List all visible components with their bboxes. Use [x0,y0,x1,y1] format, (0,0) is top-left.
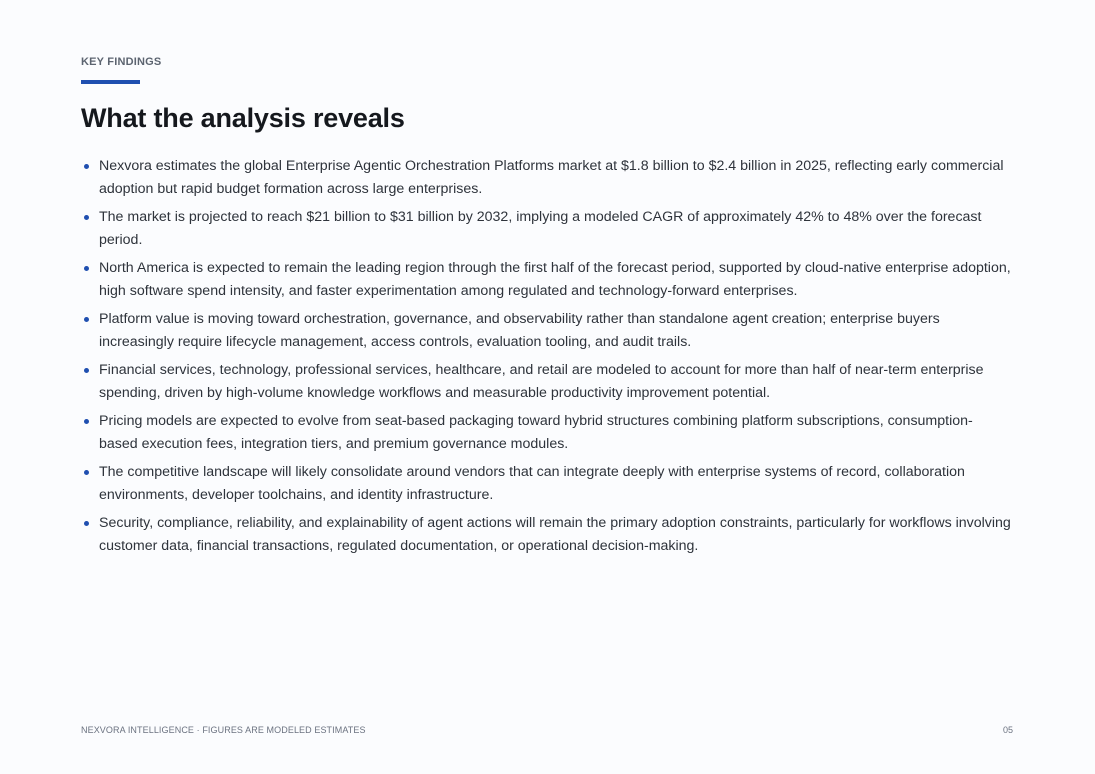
finding-item [81,512,1011,557]
finding-item [81,461,1011,506]
finding-item [81,359,1011,404]
page-number: 05 [1002,725,1013,735]
page-title: What the analysis reveals [81,103,405,133]
accent-divider [81,80,140,84]
bullet-dot-icon [84,521,89,526]
findings-list [81,155,1011,563]
finding-item [81,410,1011,455]
finding-text: Pricing models are expected to evolve from seat-based packaging toward hybrid structures combining platform subscriptions, consumption-based execution fees, integration tiers, and premium governance modules. [99,413,973,452]
bullet-dot-icon [84,368,89,373]
bullet-dot-icon [84,317,89,322]
bullet-dot-icon [84,215,89,220]
finding-item [81,308,1011,353]
finding-item [81,155,1011,200]
finding-text: North America is expected to remain the leading region through the first half of the forecast period, supported by cloud-native enterprise adoption, high software spend intensity, and faster experimentation among regulated and technology-forward enterprises. [99,260,1011,299]
bullet-dot-icon [84,266,89,271]
section-eyebrow: KEY FINDINGS [81,56,162,68]
finding-text: Financial services, technology, professional services, healthcare, and retail are modeled to account for more than half of near-term enterprise spending, driven by high-volume knowledge workflows and measurable productivity improvement potential. [99,362,984,401]
finding-text: The competitive landscape will likely consolidate around vendors that can integrate deeply with enterprise systems of record, collaboration environments, developer toolchains, and identity infrastructure. [99,464,965,503]
bullet-dot-icon [84,164,89,169]
finding-text: The market is projected to reach $21 billion to $31 billion by 2032, implying a modeled CAGR of approximately 42% to 48% over the forecast period. [99,209,982,248]
finding-text: Security, compliance, reliability, and explainability of agent actions will remain the primary adoption constraints, particularly for workflows involving customer data, financial transactions, regulated documentation, or operational decision-making. [99,515,1011,554]
bullet-dot-icon [84,419,89,424]
finding-text: Platform value is moving toward orchestration, governance, and observability rather than standalone agent creation; enterprise buyers increasingly require lifecycle management, access controls, evaluation tooling, and audit trails. [99,311,940,350]
bullet-dot-icon [84,470,89,475]
finding-item [81,257,1011,302]
finding-item [81,206,1011,251]
finding-text: Nexvora estimates the global Enterprise Agentic Orchestration Platforms market at $1.8 billion to $2.4 billion in 2025, reflecting early commercial adoption but rapid budget formation across large enterprises. [99,158,1004,197]
footer-source: NEXVORA INTELLIGENCE · FIGURES ARE MODELED ESTIMATES [81,725,366,735]
